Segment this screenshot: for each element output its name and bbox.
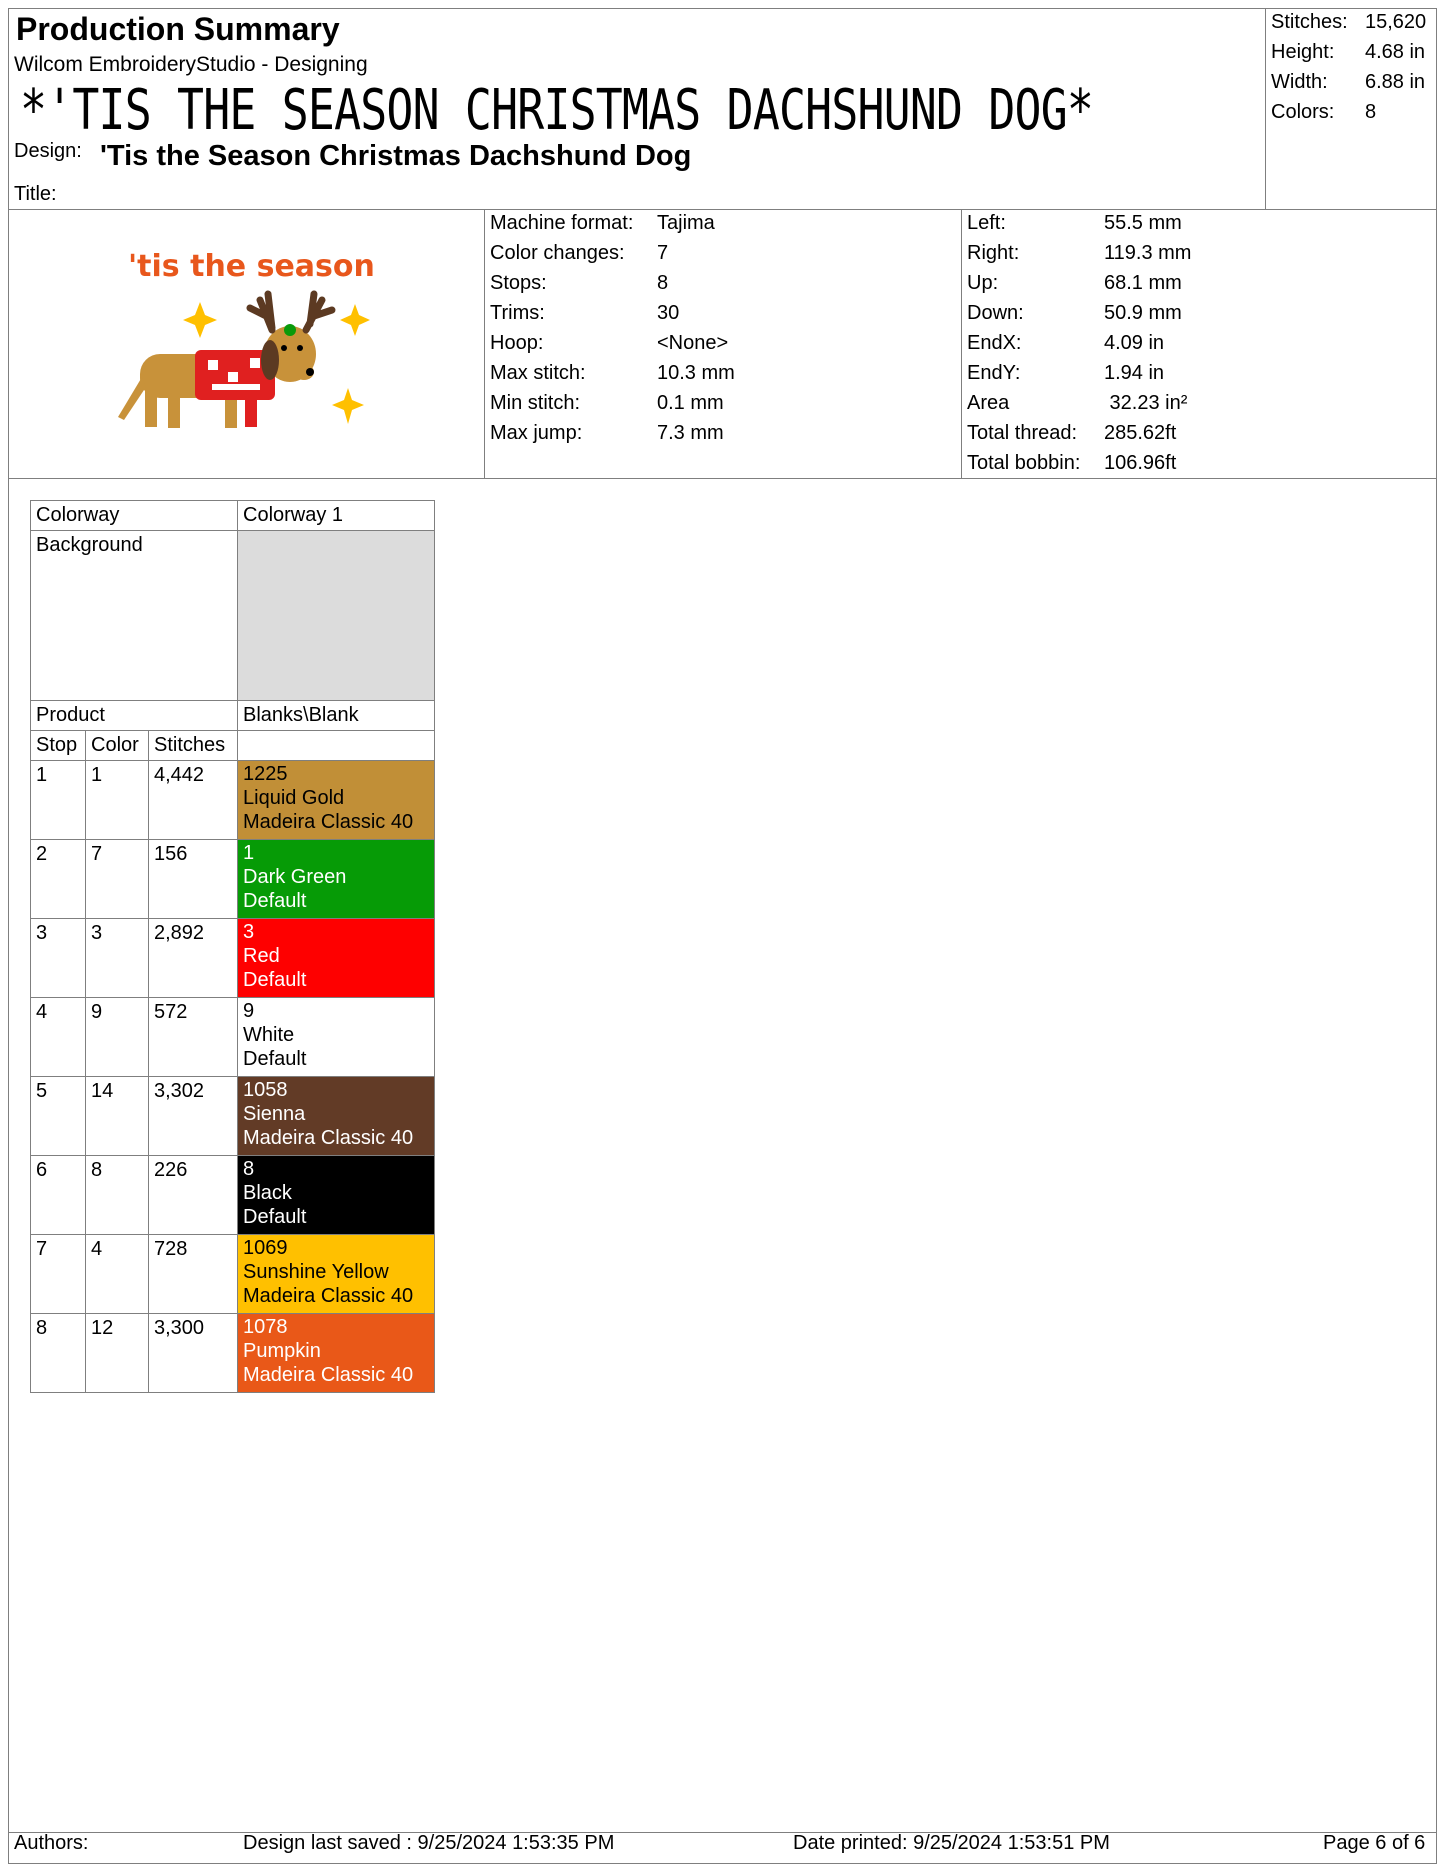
cell-stitches: 4,442 — [149, 761, 238, 840]
cell-stitches: 728 — [149, 1235, 238, 1314]
background-swatch — [238, 531, 435, 701]
info-row: Up: 68.1 mm — [967, 272, 1182, 294]
stats-list — [1271, 7, 1426, 127]
cell-color: 14 — [86, 1077, 149, 1156]
table-row — [31, 1156, 435, 1235]
table-header-row — [31, 731, 435, 761]
thread-code: 1 — [243, 842, 255, 864]
info-row: Area 32.23 in² — [967, 392, 1188, 414]
thread-code: 1225 — [243, 763, 288, 785]
page-title: Production Summary — [16, 11, 340, 47]
thread-name: Red — [243, 945, 280, 967]
design-banner: *'TIS THE SEASON CHRISTMAS DACHSHUND DOG* — [20, 78, 1094, 143]
dachshund-icon — [118, 294, 332, 428]
thread-name: White — [243, 1024, 295, 1046]
design-preview — [100, 232, 400, 447]
thread-swatch — [238, 1314, 435, 1393]
thread-code: 1058 — [243, 1079, 288, 1101]
info-row: Left: 55.5 mm — [967, 212, 1182, 234]
thread-name: Dark Green — [243, 866, 347, 888]
thread-brand: Default — [243, 969, 307, 991]
authors-label: Authors: — [14, 1832, 89, 1854]
cell-color: 4 — [86, 1235, 149, 1314]
cell-color: 9 — [86, 998, 149, 1077]
thread-brand: Madeira Classic 40 — [243, 811, 414, 833]
page-number: Page 6 of 6 — [1323, 1832, 1426, 1854]
thread-name: Sienna — [243, 1103, 306, 1125]
colorway-table — [30, 500, 435, 1393]
title-label: Title: — [14, 183, 57, 205]
divider — [8, 478, 1437, 479]
thread-brand: Default — [243, 1048, 307, 1070]
cell-stop: 8 — [31, 1314, 86, 1393]
product-label: Product — [31, 701, 238, 731]
info-row: Down: 50.9 mm — [967, 302, 1182, 324]
column-header-stop: Stop — [31, 731, 86, 761]
info-row: Max stitch: 10.3 mm — [490, 362, 735, 384]
thread-swatch — [238, 1077, 435, 1156]
thread-name: Liquid Gold — [243, 787, 345, 809]
date-printed: Date printed: 9/25/2024 1:53:51 PM — [793, 1832, 1110, 1854]
table-row — [31, 501, 435, 531]
product-value: Blanks\Blank — [238, 701, 435, 731]
info-row: Machine format: Tajima — [490, 212, 715, 234]
divider — [8, 1832, 1437, 1833]
info-row: EndX: 4.09 in — [967, 332, 1165, 354]
thread-brand: Default — [243, 890, 307, 912]
thread-brand: Madeira Classic 40 — [243, 1285, 414, 1307]
info-row: Max jump: 7.3 mm — [490, 422, 724, 444]
cell-color: 8 — [86, 1156, 149, 1235]
cell-color: 12 — [86, 1314, 149, 1393]
cell-stop: 5 — [31, 1077, 86, 1156]
cell-stitches: 156 — [149, 840, 238, 919]
info-row: Min stitch: 0.1 mm — [490, 392, 724, 414]
thread-swatch — [238, 1156, 435, 1235]
stat-row: Height: 4.68 in — [1271, 41, 1426, 63]
column-header-color: Color — [86, 731, 149, 761]
table-row — [31, 919, 435, 998]
thread-code: 8 — [243, 1158, 255, 1180]
stat-row: Width: 6.88 in — [1271, 71, 1426, 93]
table-row — [31, 1314, 435, 1393]
cell-stitches: 2,892 — [149, 919, 238, 998]
cell-stop: 6 — [31, 1156, 86, 1235]
info-row: EndY: 1.94 in — [967, 362, 1165, 384]
cell-stitches: 226 — [149, 1156, 238, 1235]
cell-stop: 4 — [31, 998, 86, 1077]
extents-info — [967, 208, 1191, 478]
background-label: Background — [31, 531, 238, 701]
info-row: Total bobbin: 106.96ft — [967, 452, 1177, 474]
thread-code: 9 — [243, 1000, 255, 1022]
info-row: Stops: 8 — [490, 272, 669, 294]
table-row — [31, 1077, 435, 1156]
thread-swatch — [238, 840, 435, 919]
thread-swatch — [238, 761, 435, 840]
colorway-label: Colorway — [31, 501, 238, 531]
thread-swatch — [238, 1235, 435, 1314]
info-row: Hoop: <None> — [490, 332, 729, 354]
cell-stop: 2 — [31, 840, 86, 919]
thread-name: Black — [243, 1182, 292, 1204]
cell-stop: 7 — [31, 1235, 86, 1314]
thread-code: 1069 — [243, 1237, 288, 1259]
cell-color: 1 — [86, 761, 149, 840]
design-label: Design: — [14, 140, 82, 162]
thread-code: 1078 — [243, 1316, 288, 1338]
column-header-stitches: Stitches — [149, 731, 238, 761]
info-row: Trims: 30 — [490, 302, 680, 324]
divider — [1265, 8, 1266, 209]
design-name: 'Tis the Season Christmas Dachshund Dog — [100, 140, 692, 172]
table-row — [31, 701, 435, 731]
cell-stop: 1 — [31, 761, 86, 840]
machine-info — [490, 208, 735, 448]
stat-row: Stitches: 15,620 — [1271, 11, 1427, 33]
last-saved: Design last saved : 9/25/2024 1:53:35 PM — [243, 1832, 615, 1854]
colorway-name: Colorway 1 — [238, 501, 435, 531]
cell-color: 3 — [86, 919, 149, 998]
table-row — [31, 998, 435, 1077]
thread-name: Pumpkin — [243, 1340, 321, 1362]
thread-swatch — [238, 998, 435, 1077]
thread-brand: Madeira Classic 40 — [243, 1364, 414, 1386]
thread-code: 3 — [243, 921, 255, 943]
thread-brand: Default — [243, 1206, 307, 1228]
cell-stitches: 3,302 — [149, 1077, 238, 1156]
thread-brand: Madeira Classic 40 — [243, 1127, 414, 1149]
table-row — [31, 761, 435, 840]
info-row: Right: 119.3 mm — [967, 242, 1192, 264]
preview-text: 'tis the season — [128, 249, 375, 284]
stat-row: Colors: 8 — [1271, 101, 1377, 123]
table-row — [31, 840, 435, 919]
table-row — [31, 1235, 435, 1314]
cell-stitches: 3,300 — [149, 1314, 238, 1393]
info-row: Total thread: 285.62ft — [967, 422, 1177, 444]
cell-color: 7 — [86, 840, 149, 919]
thread-name: Sunshine Yellow — [243, 1261, 389, 1283]
software-name: Wilcom EmbroideryStudio - Designing — [14, 53, 368, 76]
cell-stop: 3 — [31, 919, 86, 998]
divider — [484, 209, 485, 478]
cell-stitches: 572 — [149, 998, 238, 1077]
table-row — [31, 531, 435, 701]
thread-swatch — [238, 919, 435, 998]
divider — [961, 209, 962, 478]
info-row: Color changes: 7 — [490, 242, 669, 264]
